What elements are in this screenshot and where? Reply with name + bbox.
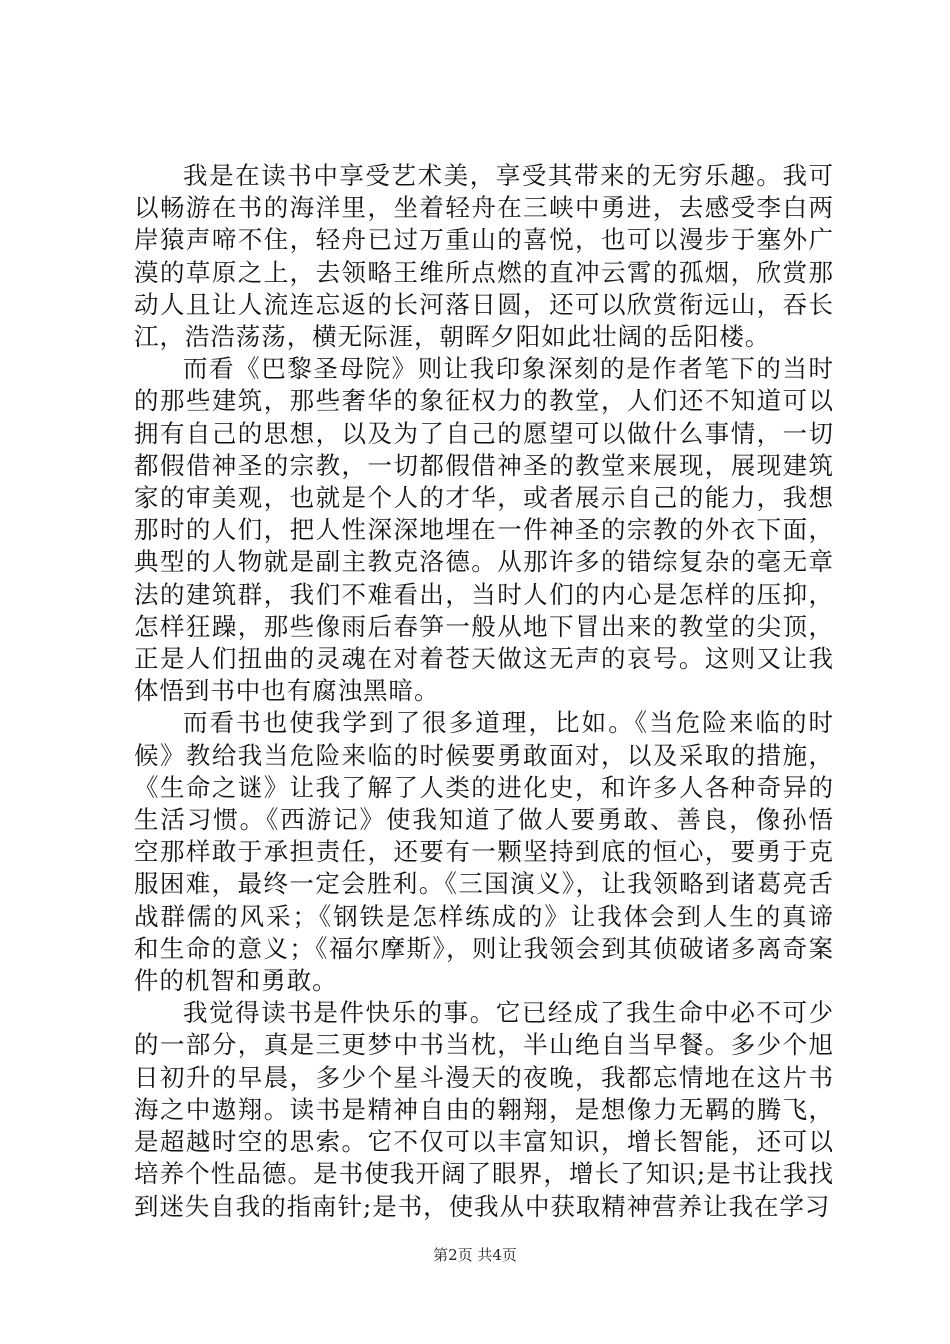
paragraph-3: 而看书也使我学到了很多道理，比如。《当危险来临的时候》教给我当危险来临的时候要勇敢面对，以及采取的措施，《生命之谜》让我了解了人类的进化史，和许多人各种奇异的生活习惯。《西游记》使我知道了做人要勇敢、善良，像孙悟空那样敢于承担责任，还要有一颗坚持到底的恒心，要勇于克服困难，最终一定会胜利。《三国演义》，让我领略到诸葛亮舌战群儒的风采；《钢铁是怎样练成的》让我体会到人生的真谛和生命的意义；《福尔摩斯》，则让我领会到其侦破诸多离奇案件的机智和勇敢。 bbox=[134, 708, 834, 996]
paragraph-2: 而看《巴黎圣母院》则让我印象深刻的是作者笔下的当时的那些建筑，那些奢华的象征权力的教堂，人们还不知道可以拥有自己的思想，以及为了自己的愿望可以做什么事情，一切都假借神圣的宗教，一切都假借神圣的教堂来展现，展现建筑家的审美观，也就是个人的才华，或者展示自己的能力，我想那时的人们，把人性深深地埋在一件神圣的宗教的外衣下面，典型的人物就是副主教克洛德。从那许多的错综复杂的毫无章法的建筑群，我们不难看出，当时人们的内心是怎样的压抑，怎样狂躁，那些像雨后春笋一般从地下冒出来的教堂的尖顶，正是人们扭曲的灵魂在对着苍天做这无声的哀号。这则又让我体悟到书中也有腐浊黑暗。 bbox=[134, 354, 834, 706]
paragraph-4: 我觉得读书是件快乐的事。它已经成了我生命中必不可少的一部分，真是三更梦中书当枕，半山绝自当早餐。多少个旭日初升的早晨，多少个星斗漫天的夜晚，我都忘情地在这片书海之中遨翔。读书是精神自由的翱翔，是想像力无羁的腾飞，是超越时空的思索。它不仅可以丰富知识，增长智能，还可以培养个性品德。是书使我开阔了眼界，增长了知识;是书让我找到迷失自我的指南针;是书，使我从中获取精神营养让我在学习 bbox=[134, 998, 834, 1221]
page-footer bbox=[0, 1244, 950, 1265]
document-body bbox=[134, 160, 834, 1223]
paragraph-1: 我是在读书中享受艺术美，享受其带来的无穷乐趣。我可以畅游在书的海洋里，坐着轻舟在三峡中勇进，去感受李白两岸猿声啼不住，轻舟已过万重山的喜悦，也可以漫步于塞外广漠的草原之上，去领略王维所点燃的直冲云霄的孤烟，欣赏那动人且让人流连忘返的长河落日圆，还可以欣赏衔远山，吞长江，浩浩荡荡，横无际涯，朝晖夕阳如此壮阔的岳阳楼。 bbox=[134, 161, 834, 352]
page-number: 第2页 共4页 bbox=[433, 1246, 517, 1264]
